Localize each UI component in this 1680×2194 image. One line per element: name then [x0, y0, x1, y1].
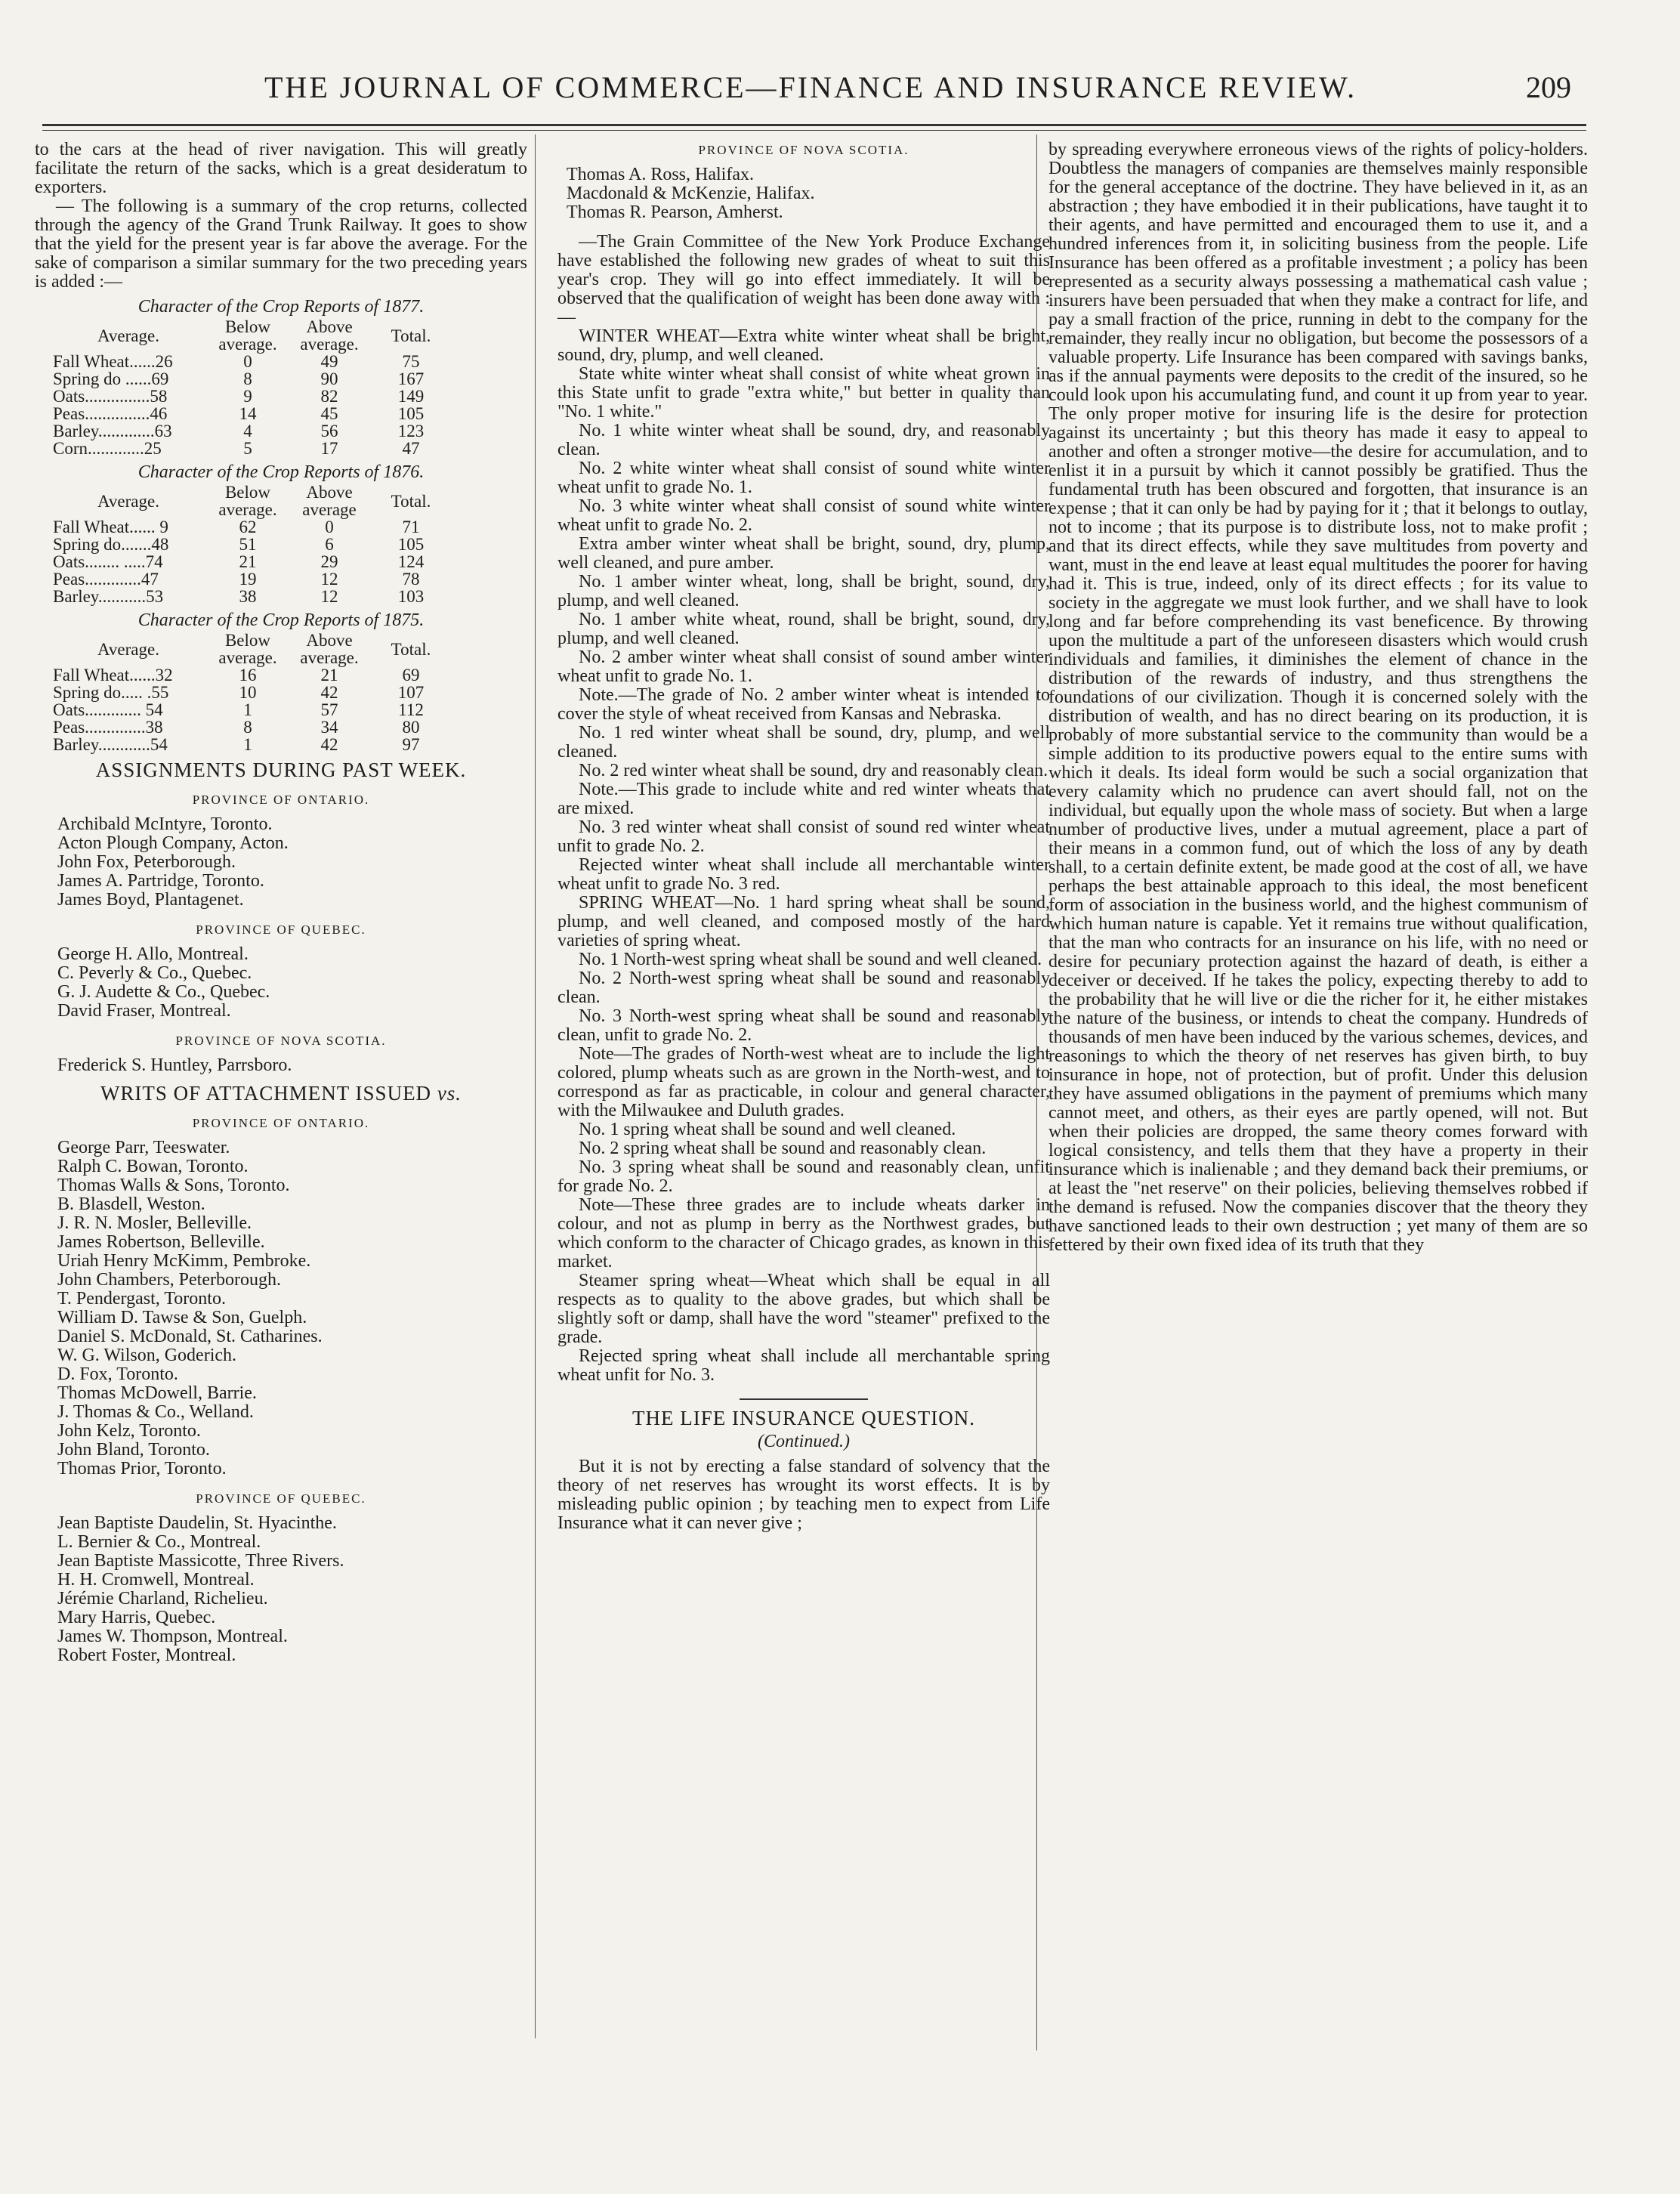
crop-table-row	[50, 718, 452, 736]
crop-tables	[35, 298, 527, 753]
crop-table-row	[50, 518, 452, 536]
list-item: D. Fox, Toronto.	[57, 1364, 178, 1384]
crop-row-value: 82	[320, 387, 338, 406]
crop-table-header: Above average.	[300, 631, 359, 667]
crop-table-row	[50, 666, 452, 684]
crop-row-value: 57	[320, 700, 338, 719]
crop-row-value: 34	[320, 718, 338, 737]
grain-grade-paragraph: No. 1 North-west spring wheat shall be sound and well cleaned.	[579, 950, 1042, 969]
grain-grade-paragraph: —The Grain Committee of the New York Produce Exchange have established the following new grades of wheat to suit this year's crop. They will go into effect immediately. It will be observed that the qualification of weight has been done away with :—	[557, 232, 1050, 327]
crop-row-value: 42	[320, 735, 338, 754]
nova-scotia-list	[557, 165, 1050, 222]
crop-row-label: Peas..............38	[53, 718, 163, 737]
crop-row-label: Oats...............58	[53, 387, 168, 406]
crop-row-value: 49	[320, 352, 338, 371]
crop-row-label: Fall Wheat......26	[53, 352, 173, 371]
list-item: James A. Partridge, Toronto.	[57, 871, 264, 891]
crop-row-label: Peas.............47	[53, 570, 159, 589]
grain-grade-paragraph: No. 1 spring wheat shall be sound and well cleaned.	[579, 1120, 956, 1139]
list-item: T. Pendergast, Toronto.	[57, 1289, 226, 1309]
crop-row-value: 103	[397, 587, 425, 606]
crop-row-value: 90	[320, 369, 338, 388]
grain-grade-paragraph: No. 2 North-west spring wheat shall be sound and reasonably clean.	[557, 969, 1050, 1007]
crop-table	[50, 318, 452, 457]
list-item: Robert Foster, Montreal.	[57, 1645, 236, 1665]
list-item: Acton Plough Company, Acton.	[57, 833, 289, 853]
crop-table-header: Average.	[97, 639, 159, 659]
grain-grade-paragraph: WINTER WHEAT—Extra white winter wheat shall be bright, sound, dry, plump, and well cleaned.	[557, 326, 1050, 365]
list-item: G. J. Audette & Co., Quebec.	[57, 982, 270, 1002]
list-item: Thomas Walls & Sons, Toronto.	[57, 1176, 290, 1195]
list-item: George H. Allo, Montreal.	[57, 944, 249, 964]
crop-row-value: 6	[325, 535, 334, 554]
crop-table-caption: Character of the Crop Reports of 1875.	[137, 610, 425, 630]
column-1	[35, 141, 527, 2044]
crop-row-value: 105	[397, 535, 425, 554]
crop-row-value: 69	[402, 666, 420, 684]
crop-table-row	[50, 405, 452, 422]
grain-grade-paragraph: SPRING WHEAT—No. 1 hard spring wheat shall be sound, plump, and well cleaned, and composed mostly of the hard varieties of spring wheat.	[557, 893, 1050, 950]
crop-row-value: 12	[320, 587, 338, 606]
crop-row-value: 47	[402, 439, 420, 458]
writs-province-ontario: PROVINCE OF ONTARIO.	[192, 1116, 370, 1130]
list-item: Archibald McIntyre, Toronto.	[57, 814, 273, 834]
crop-table-header: Above average	[302, 483, 357, 519]
crop-table-caption: Character of the Crop Reports of 1877.	[137, 297, 425, 317]
grain-grade-paragraph: No. 3 spring wheat shall be sound and reasonably clean, unfit for grade No. 2.	[557, 1157, 1050, 1196]
crop-row-label: Barley...........53	[53, 587, 164, 606]
list-item: Jean Baptiste Massicotte, Three Rivers.	[57, 1551, 344, 1571]
crop-row-value: 19	[239, 570, 257, 589]
crop-table-header: Average.	[97, 491, 159, 511]
list-item: John Fox, Peterborough.	[57, 852, 236, 872]
column-divider-1	[535, 134, 536, 2038]
crop-row-label: Fall Wheat...... 9	[53, 518, 168, 536]
crop-table-row	[50, 388, 452, 405]
page-number: 209	[1526, 70, 1571, 104]
grain-grade-paragraph: No. 1 amber white wheat, round, shall be bright, sound, dry, plump, and well cleaned.	[557, 610, 1050, 648]
crop-row-value: 29	[320, 552, 338, 571]
crop-row-value: 21	[239, 552, 257, 571]
crop-row-value: 107	[397, 683, 425, 702]
life-insurance-heading: THE LIFE INSURANCE QUESTION.	[632, 1407, 975, 1429]
list-item: Thomas McDowell, Barrie.	[57, 1383, 257, 1403]
grain-grade-paragraph: No. 1 red winter wheat shall be sound, dry, plump, and well cleaned.	[557, 723, 1050, 762]
crop-row-label: Fall Wheat......32	[53, 666, 173, 684]
list-item: W. G. Wilson, Goderich.	[57, 1346, 237, 1365]
grain-grade-paragraph: No. 3 white winter wheat shall consist of sound white winter wheat unfit to grade No. 2.	[557, 496, 1050, 535]
writs-heading-vs: vs.	[437, 1082, 462, 1105]
crop-row-value: 0	[243, 352, 252, 371]
crop-row-value: 149	[397, 387, 425, 406]
column-2	[557, 141, 1050, 1533]
crop-row-label: Spring do.......48	[53, 535, 169, 554]
province-heading-ontario: PROVINCE OF ONTARIO.	[192, 793, 370, 807]
crop-row-label: Oats........ .....74	[53, 552, 163, 571]
crop-row-value: 17	[320, 439, 338, 458]
crop-row-value: 167	[397, 369, 425, 388]
grain-grade-paragraph: Rejected winter wheat shall include all merchantable winter wheat unfit to grade No. 3 red.	[557, 855, 1050, 894]
list-item: J. R. N. Mosler, Belleville.	[57, 1213, 252, 1233]
crop-row-value: 1	[243, 735, 252, 754]
grain-grade-paragraph: No. 3 North-west spring wheat shall be sound and reasonably clean, unfit to grade No. 2.	[557, 1006, 1050, 1045]
grain-grade-paragraph: Note—The grades of North-west wheat are to include the light colored, plump wheats such as are grown in the North-west, and to correspond as far as practicable, in colour and general character, with the Milwaukee and Duluth grades.	[557, 1044, 1050, 1120]
writs-province-quebec: PROVINCE OF QUEBEC.	[196, 1491, 366, 1506]
crop-row-value: 16	[239, 666, 257, 684]
crop-table-header: Below average.	[218, 631, 277, 667]
list-item: C. Peverly & Co., Quebec.	[57, 963, 252, 983]
crop-table-header-row	[50, 318, 452, 353]
crop-row-value: 12	[320, 570, 338, 589]
life-insurance-continuation: by spreading everywhere erroneous views of the rights of policy-holders. Doubtless the managers of companies are themselves mainly responsible for the general acceptance of the doctrine. They have believed in it, as an abstraction ; they have embodied it in their publications, have taught it to their agents, and have permitted and encouraged them to use it, and a hundred inferences from it, in soliciting business from the people. Life Insurance has been offered as a profitable investment ; a policy has been represented as a security always possessing a mathematical cash value ; insurers have been persuaded that when they make a contract for life, and pay a small fraction of the price, running in debt to the company for the remainder, they really incur no obligation, but become the possessors of a valuable property. Life Insurance has been compared with savings banks, as if the annual payments were deposits to the credit of the insured, so he could look upon his accumulating fund, and count it up from year to year. The only proper motive for insuring life is the desire for protection against its uncertainty ; but this theory has made it easy to appeal to another and often a stronger motive—the desire for accumulation, and to enlist it in a pursuit by which it cannot possibly be gratified. Thus the fundamental truth has been obscured and forgotten, that insurance is an expense ; that it can only be had by paying for it ; that it belongs to outlay, not to income ; that its purpose is to distribute loss, not to make profit ; and that its direct effects, while they save multitudes from poverty and want, must in the end leave at least equal multitudes the poorer for having had it. This is true, indeed, only of its direct effects ; for its value to society in the aggregate we must look further, and we shall have to look long and far before comprehending its vast beneficence. By throwing upon the multitude a part of the unforeseen disasters which would crush individuals and families, it diminishes the element of chance in the distribution of the rewards of industry, and thus strengthens the foundations of our civilization. Though it is concerned solely with the distribution of wealth, and has no direct bearing on its production, it is probably of more substantial service to the community than would be a simple addition to its productive powers equal to the entire sums with which it deals. Its ideal form would be such a social organization that every calamity which no prudence can avert should fall, not on the individual, but equally upon the whole mass of society. But when a large number of productive lives, under a mutual agreement, place a part of their means in a common fund, out of which the loss of any by death shall, to a certain definite extent, be made good at the cost of all, we have perhaps the best attainable approach to this ideal, the most beneficent form of association in the business world, and the highest communism of which human nature is capable. Yet it remains true without qualification, that the man who contracts for an insurance on his life, with no need or desire for pecuniary protection against the hazard of death, is either a deceiver or deceived. If he takes the policy, expecting thereby to add to the probability that he will live or die the richer for it, he either mistakes the nature of the business, or intends to cheat the company. Hundreds of thousands of men have been induced by the various schemes, devices, and reasonings to which the theory of net reserves has given birth, to buy insurance in hope, not of protection, but of profit. Under this delusion they have assumed obligations in the payment of premiums which many cannot meet, and others, as their eyes are partly opened, will not. But when their policies are dropped, the same theory comes forward with logical consistency, and tells them that they have a property in their insurance which is inalienable ; and they demand back their premiums, or at least the "net reserve" on their policies, believing themselves robbed if the demand is refused. Now the companies discover that the theory they have sanctioned leads to their own destruction ; yet many of them are so fettered by their own fixed idea of its truth that they	[1048, 140, 1588, 1255]
list-item: L. Bernier & Co., Montreal.	[57, 1532, 261, 1552]
list-item: Thomas R. Pearson, Amherst.	[567, 202, 783, 222]
crop-row-value: 5	[243, 439, 252, 458]
crop-carry-paragraph: to the cars at the head of river navigation. This will greatly facilitate the return of the sacks, which is a great desideratum to exporters.	[35, 140, 527, 197]
crop-table-header: Total.	[391, 326, 431, 345]
grain-grade-paragraph: No. 1 amber winter wheat, long, shall be bright, sound, dry, plump, and well cleaned.	[557, 572, 1050, 610]
crop-table-caption: Character of the Crop Reports of 1876.	[137, 462, 425, 482]
list-item: James W. Thompson, Montreal.	[57, 1627, 288, 1646]
assignments-heading: ASSIGNMENTS DURING PAST WEEK.	[95, 759, 467, 781]
crop-row-value: 8	[243, 718, 252, 737]
column-3	[1048, 141, 1588, 1255]
crop-row-value: 80	[402, 718, 420, 737]
crop-row-value: 97	[402, 735, 420, 754]
grain-grade-paragraph: No. 2 red winter wheat shall be sound, dry and reasonably clean.	[579, 761, 1048, 780]
list-item: Daniel S. McDonald, St. Catharines.	[57, 1327, 323, 1346]
grain-grade-paragraph: No. 3 red winter wheat shall consist of sound red winter wheat unfit to grade No. 2.	[557, 817, 1050, 856]
crop-table-header: Above average.	[300, 317, 359, 354]
crop-row-value: 71	[402, 518, 420, 536]
header-rule-thick	[42, 124, 1586, 126]
grain-grades-article	[557, 233, 1050, 1385]
list-item: J. Thomas & Co., Welland.	[57, 1402, 254, 1422]
crop-row-value: 0	[325, 518, 334, 536]
header-rule-thin	[42, 130, 1586, 131]
list-item: James Robertson, Belleville.	[57, 1232, 265, 1252]
crop-row-label: Peas...............46	[53, 404, 168, 423]
life-insurance-paragraph: But it is not by erecting a false standard of solvency that the theory of net reserves has wrought its worst effects. It is by misleading public opinion ; by teaching men to expect from Life Insurance what it can never give ;	[557, 1457, 1050, 1533]
crop-row-label: Spring do ......69	[53, 369, 169, 388]
crop-table-row	[50, 370, 452, 388]
crop-table-header-row	[50, 484, 452, 518]
grain-grade-paragraph: No. 2 spring wheat shall be sound and reasonably clean.	[579, 1139, 987, 1158]
province-heading-quebec: PROVINCE OF QUEBEC.	[196, 922, 366, 937]
crop-row-value: 42	[320, 683, 338, 702]
list-item: Ralph C. Bowan, Toronto.	[57, 1157, 249, 1176]
grain-grade-paragraph: Steamer spring wheat—Wheat which shall be equal in all respects as to quality to the above grades, but which shall be slightly soft or damp, shall have the word "steamer" prefixed to the grade.	[557, 1271, 1050, 1347]
assignments-quebec-list	[35, 945, 527, 1021]
crop-row-value: 62	[239, 518, 257, 536]
list-item: Frederick S. Huntley, Parrsboro.	[57, 1055, 292, 1075]
list-item: David Fraser, Montreal.	[57, 1001, 231, 1021]
crop-row-value: 9	[243, 387, 252, 406]
crop-row-value: 112	[398, 700, 424, 719]
grain-grade-paragraph: Note—These three grades are to include wheats darker in colour, and not as plump in berry as the Northwest grades, but which conform to the character of Chicago grades, as known in this market.	[557, 1195, 1050, 1272]
crop-row-value: 124	[397, 552, 425, 571]
crop-row-value: 75	[402, 352, 420, 371]
crop-table-row	[50, 736, 452, 753]
writs-quebec-list	[35, 1514, 527, 1665]
crop-row-value: 8	[243, 369, 252, 388]
list-item: John Chambers, Peterborough.	[57, 1270, 281, 1290]
list-item: James Boyd, Plantagenet.	[57, 890, 244, 910]
writs-heading-text: WRITS OF ATTACHMENT ISSUED	[100, 1082, 432, 1105]
crop-table-header: Below average.	[218, 317, 277, 354]
crop-row-value: 4	[243, 422, 252, 440]
grain-grade-paragraph: Note.—This grade to include white and red winter wheats that are mixed.	[557, 780, 1050, 818]
grain-grade-paragraph: No. 1 white winter wheat shall be sound, dry, and reasonably clean.	[557, 421, 1050, 459]
crop-row-value: 38	[239, 587, 257, 606]
crop-table-row	[50, 536, 452, 553]
page-header	[45, 70, 1601, 115]
crop-table	[50, 484, 452, 605]
crop-row-value: 105	[397, 404, 425, 423]
crop-table-header: Total.	[391, 491, 431, 511]
section-rule	[740, 1398, 868, 1400]
crop-row-value: 10	[239, 683, 257, 702]
grain-grade-paragraph: Rejected spring wheat shall include all merchantable spring wheat unfit for No. 3.	[557, 1346, 1050, 1385]
list-item: Uriah Henry McKimm, Pembroke.	[57, 1251, 311, 1271]
crop-row-value: 123	[397, 422, 425, 440]
crop-table-row	[50, 588, 452, 605]
list-item: Jérémie Charland, Richelieu.	[57, 1589, 268, 1608]
crop-row-label: Spring do..... .55	[53, 683, 169, 702]
crop-row-label: Oats............. 54	[53, 700, 163, 719]
writs-ontario-list	[35, 1139, 527, 1479]
crop-row-value: 21	[320, 666, 338, 684]
crop-table-row	[50, 701, 452, 718]
crop-row-value: 51	[239, 535, 257, 554]
grain-grade-paragraph: Extra amber winter wheat shall be bright, sound, dry, plump, well cleaned, and pure amber.	[557, 534, 1050, 573]
crop-summary-paragraph: — The following is a summary of the crop returns, collected through the agency of the Grand Trunk Railway. It goes to show that the yield for the present year is far above the average. For the sake of comparison a similar summary for the two preceding years is added :—	[35, 196, 527, 292]
crop-table-header: Total.	[391, 639, 431, 659]
writs-heading	[35, 1084, 527, 1103]
list-item: Jean Baptiste Daudelin, St. Hyacinthe.	[57, 1513, 337, 1533]
list-item: Thomas A. Ross, Halifax.	[567, 165, 754, 184]
grain-grade-paragraph: State white winter wheat shall consist of white wheat grown in this State unfit to grade "extra white," but better in quality than "No. 1 white."	[557, 364, 1050, 422]
crop-row-value: 78	[402, 570, 420, 589]
crop-table-row	[50, 684, 452, 701]
grain-grade-paragraph: No. 2 white winter wheat shall consist of sound white winter wheat unfit to grade No. 1.	[557, 459, 1050, 497]
crop-table-row	[50, 440, 452, 457]
crop-table-row	[50, 422, 452, 440]
crop-row-label: Corn.............25	[53, 439, 162, 458]
assignments-ontario-list	[35, 815, 527, 910]
province-heading-nova-scotia: PROVINCE OF NOVA SCOTIA.	[175, 1034, 387, 1048]
grain-grade-paragraph: No. 2 amber winter wheat shall consist of sound amber winter wheat unfit to grade No. 1.	[557, 647, 1050, 686]
life-insurance-continued: (Continued.)	[758, 1432, 850, 1451]
list-item: George Parr, Teeswater.	[57, 1138, 230, 1157]
crop-row-label: Barley.............63	[53, 422, 172, 440]
crop-table-row	[50, 553, 452, 570]
list-item: William D. Tawse & Son, Guelph.	[57, 1308, 307, 1327]
list-item: Mary Harris, Quebec.	[57, 1608, 216, 1627]
list-item: Macdonald & McKenzie, Halifax.	[567, 184, 815, 203]
crop-table-header-row	[50, 632, 452, 666]
crop-row-value: 56	[320, 422, 338, 440]
list-item: John Kelz, Toronto.	[57, 1421, 201, 1441]
crop-table-header: Average.	[97, 326, 159, 345]
crop-table-header: Below average.	[218, 483, 277, 519]
list-item: Thomas Prior, Toronto.	[57, 1459, 227, 1479]
crop-row-label: Barley............54	[53, 735, 168, 754]
list-item: John Bland, Toronto.	[57, 1440, 210, 1460]
province-heading-nova-scotia-col2: PROVINCE OF NOVA SCOTIA.	[698, 143, 909, 157]
crop-row-value: 1	[243, 700, 252, 719]
list-item: B. Blasdell, Weston.	[57, 1194, 205, 1214]
crop-table	[50, 632, 452, 753]
list-item: H. H. Cromwell, Montreal.	[57, 1570, 255, 1590]
crop-row-value: 14	[239, 404, 257, 423]
assignments-nova-scotia-list	[35, 1056, 527, 1075]
crop-table-row	[50, 570, 452, 588]
crop-row-value: 45	[320, 404, 338, 423]
crop-table-row	[50, 353, 452, 370]
journal-title: THE JOURNAL OF COMMERCE—FINANCE AND INSURANCE REVIEW.	[264, 70, 1357, 104]
grain-grade-paragraph: Note.—The grade of No. 2 amber winter wheat is intended to cover the style of wheat received from Kansas and Nebraska.	[557, 685, 1050, 724]
